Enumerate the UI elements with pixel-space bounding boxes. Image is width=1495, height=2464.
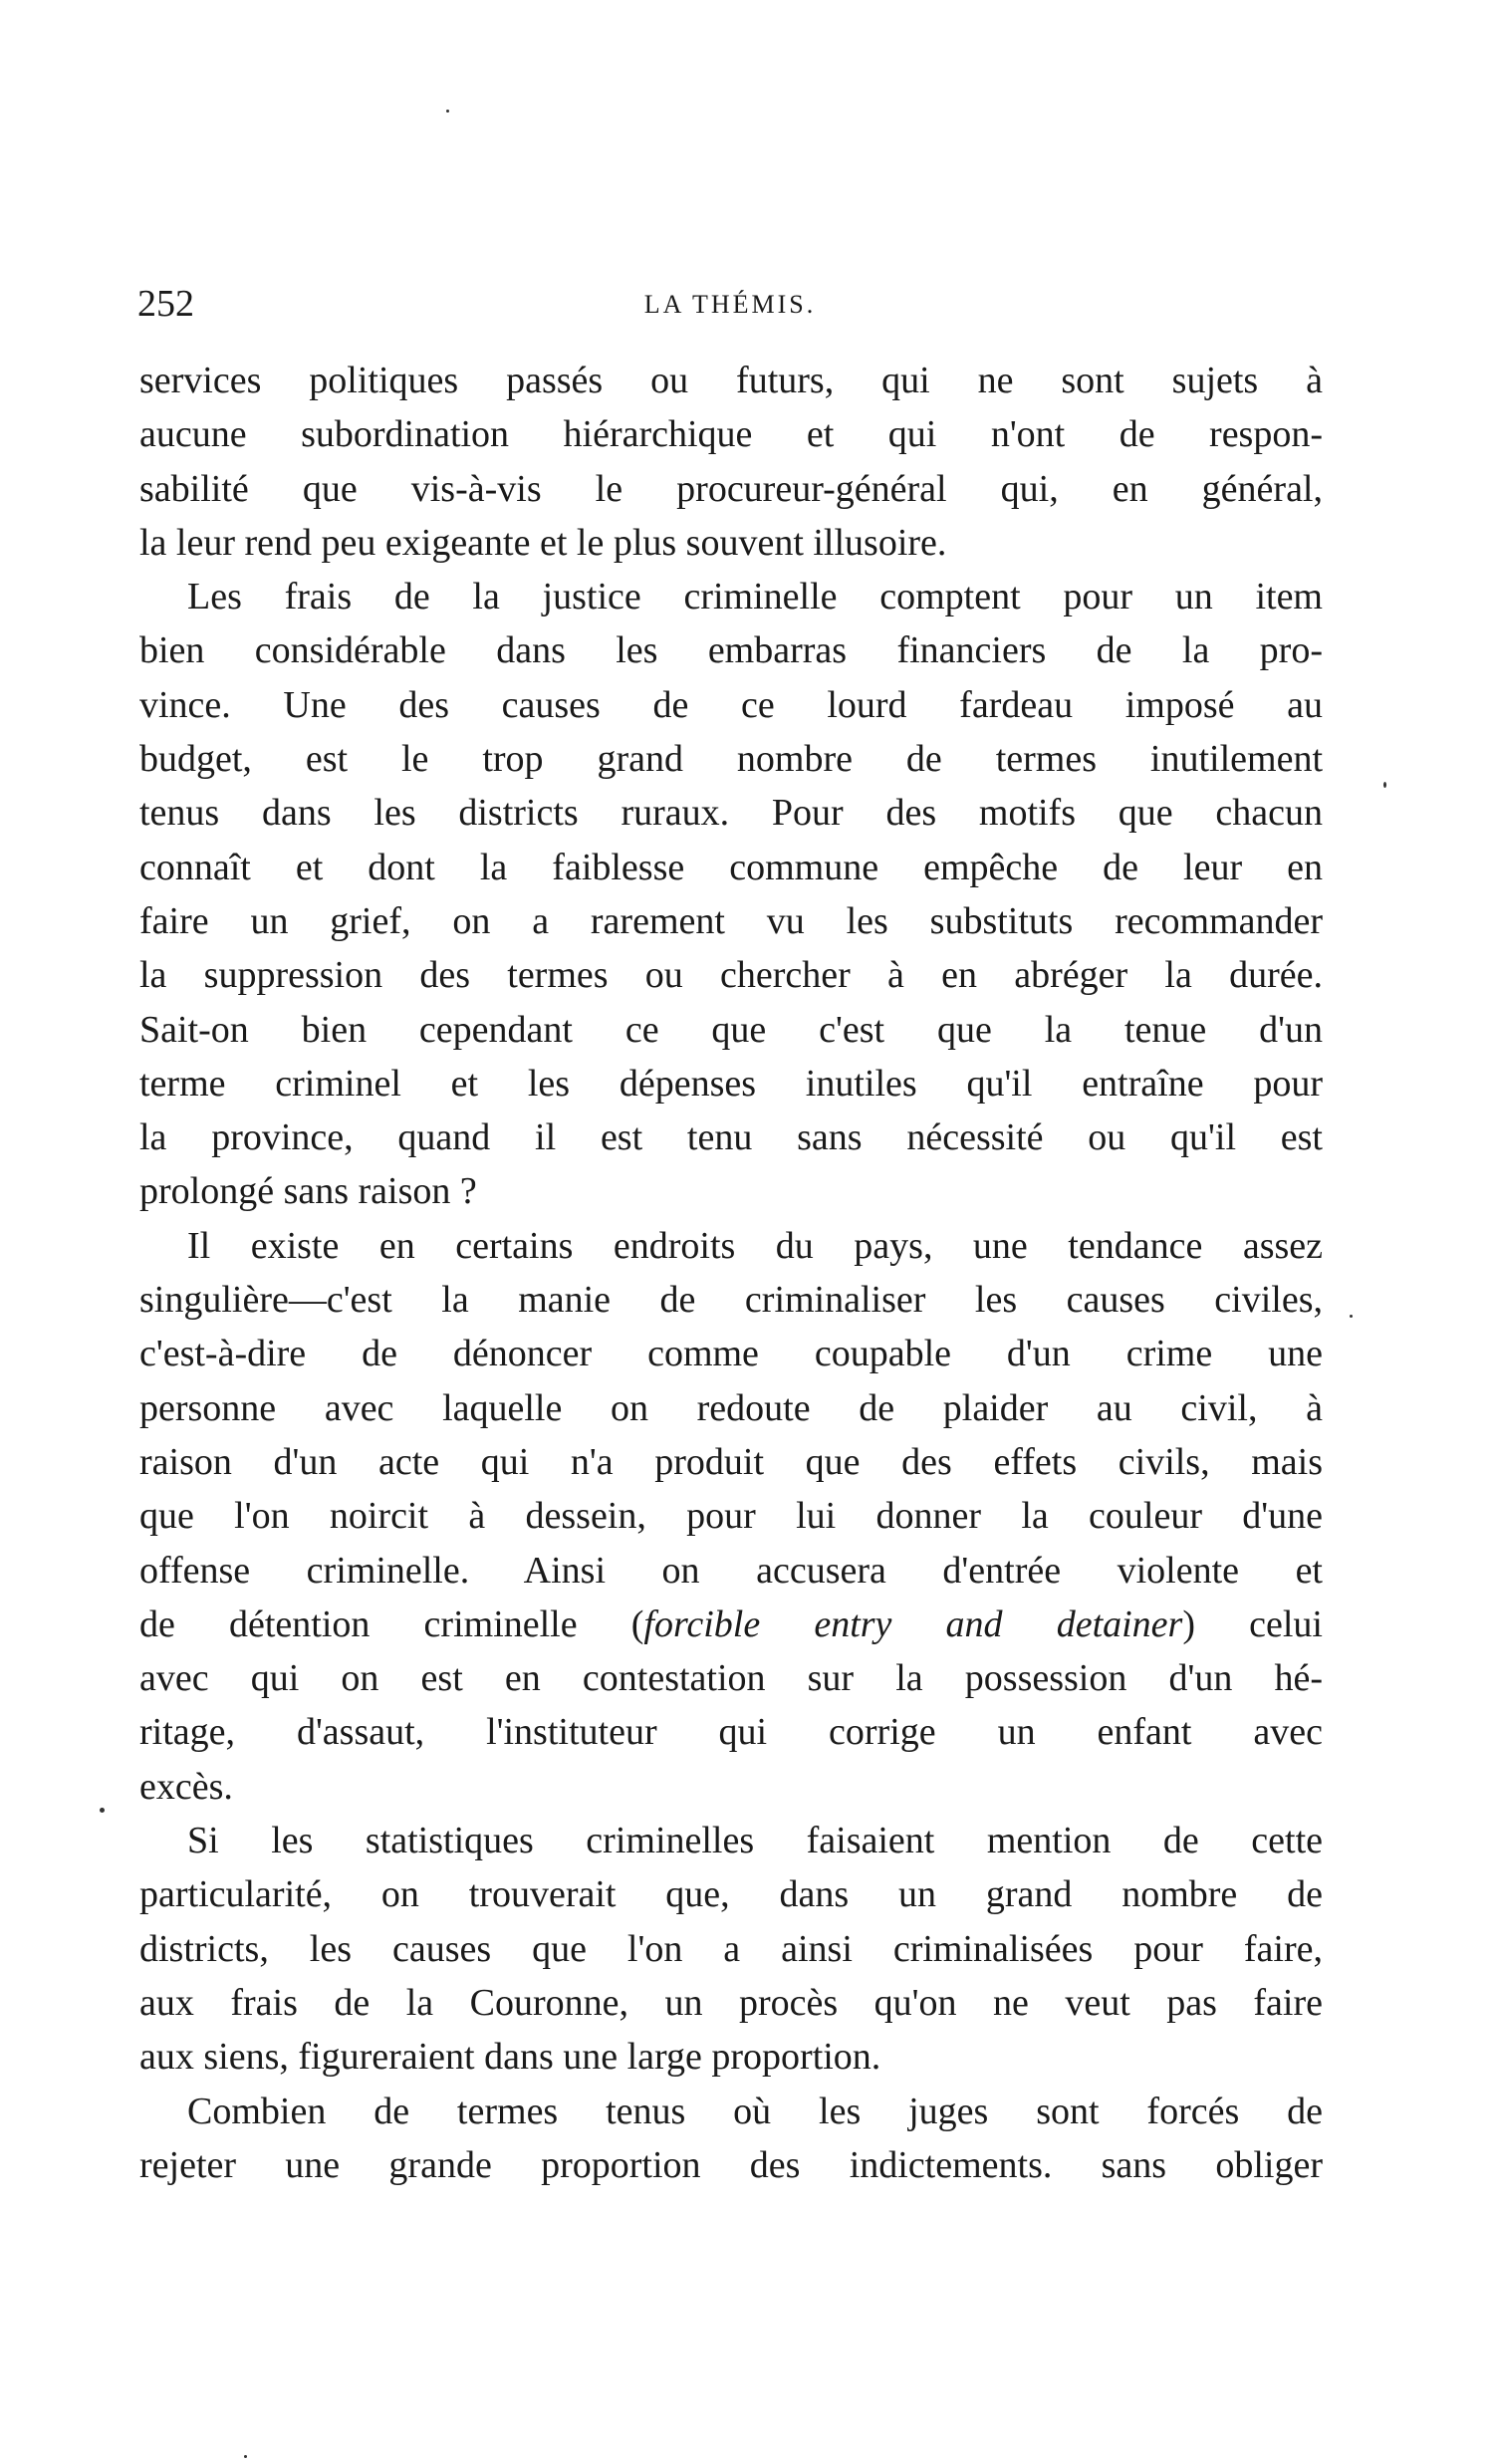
text-line: Sait-on bien cependant ce que c'est que la tenue d'un [139,1008,1323,1051]
text-line: connaît et dont la faiblesse commune empêche de leur en [139,846,1323,888]
text-line: vince. Une des causes de ce lourd fardeau imposé au [139,683,1323,726]
body-text [139,354,1323,2192]
paragraph [139,1814,1323,2084]
italic-phrase: forcible entry and detainer [643,1602,1183,1645]
text-line: aux siens, figureraient dans une large proportion. [139,2036,881,2079]
text-line: aux frais de la Couronne, un procès qu'on ne veut pas faire [139,1981,1323,2024]
scan-speck [446,110,449,113]
text-line: bien considérable dans les embarras financiers de la pro- [139,629,1323,672]
text-line: aucune subordination hiérarchique et qui n'ont de respon- [139,413,1323,456]
text-line: raison d'un acte qui n'a produit que des effets civils, mais [139,1440,1323,1483]
paragraph [139,354,1323,570]
text-line: budget, est le trop grand nombre de termes inutilement [139,738,1323,781]
text-line: Les frais de la justice criminelle comptent pour un item [187,576,1323,618]
text-line: Il existe en certains endroits du pays, une tendance assez [187,1224,1323,1267]
scan-speck [244,2455,247,2458]
paragraph [139,570,1323,1219]
text-line: que l'on noircit à dessein, pour lui donner la couleur d'une [139,1495,1323,1538]
text-segment: ) celui [1182,1602,1323,1645]
text-line: c'est-à-dire de dénoncer comme coupable d'un crime une [139,1333,1323,1375]
text-line: districts, les causes que l'on a ainsi criminalisées pour faire, [139,1927,1323,1970]
text-line: prolongé sans raison ? [139,1170,477,1213]
text-line: la suppression des termes ou chercher à en abréger la durée. [139,954,1323,997]
paragraph [139,1219,1323,1814]
text-line: sabilité que vis-à-vis le procureur-général qui, en général, [139,467,1323,510]
text-line: Combien de termes tenus où les juges sont forcés de [187,2090,1323,2132]
text-line: services politiques passés ou futurs, qui ne sont sujets à [139,360,1323,401]
text-line: rejeter une grande proportion des indictements. sans obliger [139,2143,1323,2186]
text-line: la leur rend peu exigeante et le plus souvent illusoire. [139,521,947,564]
scan-speck [1383,782,1386,788]
text-line: tenus dans les districts ruraux. Pour des motifs que chacun [139,792,1323,835]
text-line: singulière—c'est la manie de criminaliser les causes civiles, [139,1279,1323,1322]
paragraph [139,2085,1323,2193]
text-line: avec qui on est en contestation sur la possession d'un hé- [139,1657,1323,1700]
text-segment: de détention criminelle ( [139,1602,644,1645]
text-line: personne avec laquelle on redoute de plaider au civil, à [139,1386,1323,1429]
text-line: faire un grief, on a rarement vu les substituts recommander [139,899,1323,942]
text-line: Si les statistiques criminelles faisaient mention de cette [187,1820,1323,1862]
text-line: terme criminel et les dépenses inutiles qu'il entraîne pour [139,1062,1323,1105]
text-line: excès. [139,1765,233,1808]
page-header [137,282,1323,332]
text-line-with-italic [139,1598,1323,1651]
text-line: particularité, on trouverait que, dans un grand nombre de [139,1873,1323,1916]
text-line: offense criminelle. Ainsi on accusera d'entrée violente et [139,1549,1323,1592]
text-line: ritage, d'assaut, l'instituteur qui corrige un enfant avec [139,1711,1323,1754]
text-line: la province, quand il est tenu sans nécessité ou qu'il est [139,1116,1323,1159]
running-head: LA THÉMIS. [643,290,817,319]
page-number: 252 [137,283,194,325]
scan-speck [1350,1315,1353,1318]
scan-speck [100,1808,105,1813]
